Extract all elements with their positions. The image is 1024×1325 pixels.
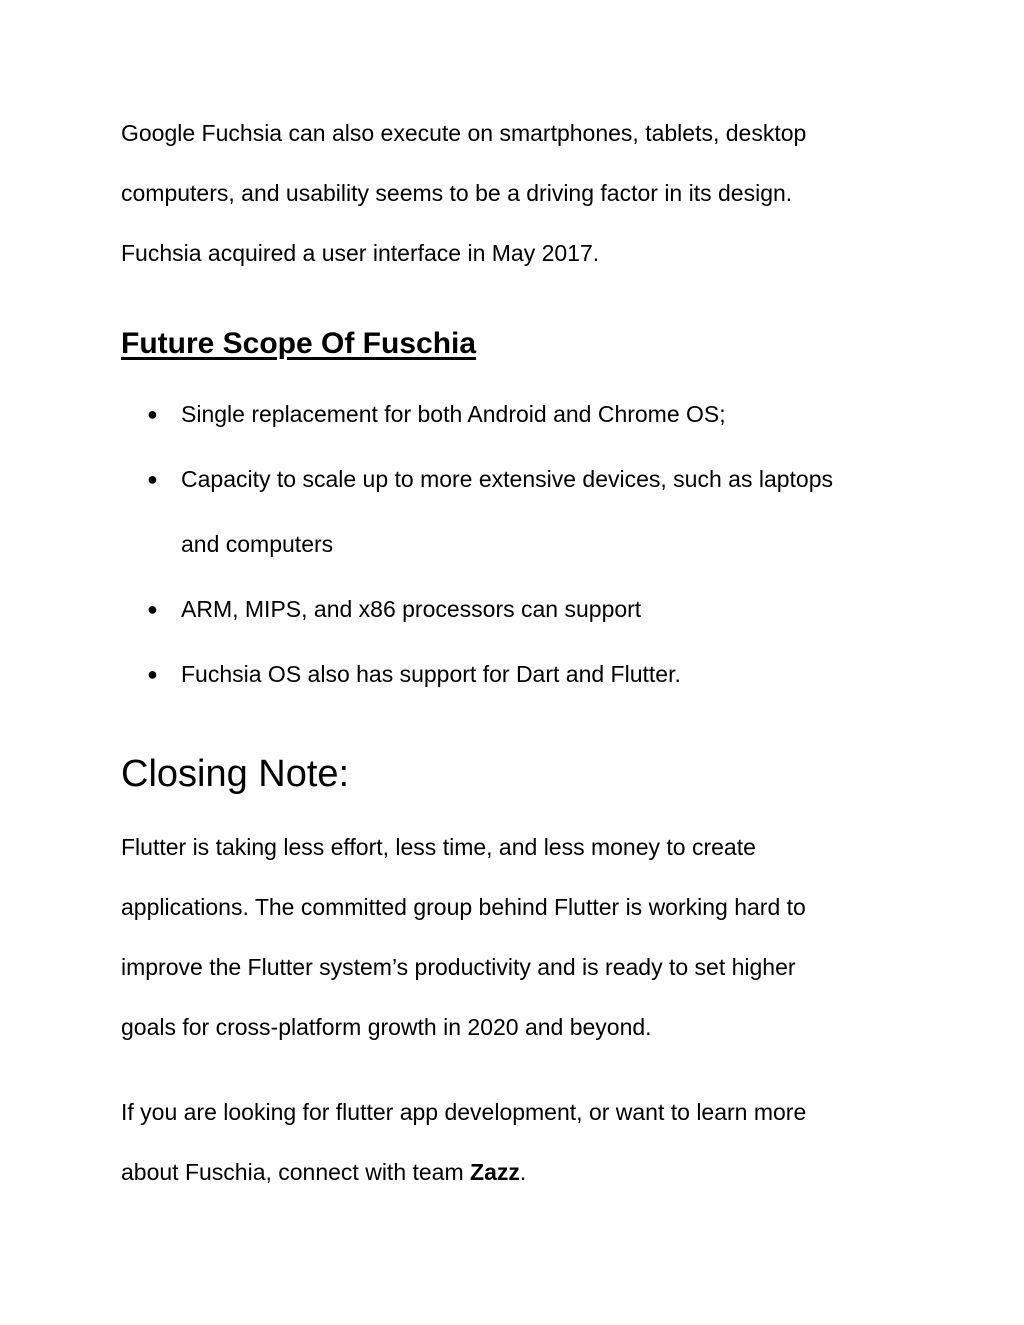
list-item — [121, 642, 921, 707]
list-item-text: Single replacement for both Android and Chrome OS; — [181, 401, 726, 427]
bullet-icon: ● — [147, 664, 158, 684]
list-item-text: ARM, MIPS, and x86 processors can support — [181, 596, 642, 622]
future-scope-section — [121, 324, 911, 364]
future-scope-list — [121, 382, 921, 707]
intro-line: Fuchsia acquired a user interface in May 2017. — [121, 240, 600, 266]
future-scope-list-container — [121, 382, 921, 707]
intro-paragraph — [121, 103, 911, 283]
closing-line-prefix: about Fuschia, connect with team — [121, 1159, 471, 1185]
closing-line: If you are looking for flutter app development, or want to learn more — [121, 1099, 807, 1125]
closing-line: goals for cross-platform growth in 2020 and beyond. — [121, 1014, 652, 1040]
closing-paragraph-2 — [121, 1082, 911, 1202]
closing-line-suffix: . — [519, 1159, 527, 1185]
intro-line: Google Fuchsia can also execute on smartphones, tablets, desktop — [121, 120, 807, 146]
list-item-text: Fuchsia OS also has support for Dart and Flutter. — [181, 661, 681, 687]
closing-line: Flutter is taking less effort, less time, and less money to create — [121, 834, 756, 860]
closing-heading: Closing Note: — [121, 753, 350, 795]
closing-line-with-link — [121, 1142, 911, 1202]
closing-section — [121, 750, 911, 798]
list-item-text: Capacity to scale up to more extensive devices, such as laptops — [181, 466, 834, 492]
list-item — [121, 577, 921, 642]
list-item — [121, 382, 921, 447]
bullet-icon: ● — [147, 599, 158, 619]
future-scope-heading: Future Scope Of Fuschia — [121, 327, 477, 360]
team-name: Zazz — [470, 1159, 520, 1185]
list-item — [121, 447, 921, 577]
closing-line: applications. The committed group behind Flutter is working hard to — [121, 894, 806, 920]
bullet-icon: ● — [147, 469, 158, 489]
closing-paragraph-1 — [121, 817, 911, 1057]
closing-line: improve the Flutter system’s productivity and is ready to set higher — [121, 954, 796, 980]
list-item-text-continued: and computers — [181, 531, 334, 557]
intro-line: computers, and usability seems to be a driving factor in its design. — [121, 180, 793, 206]
bullet-icon: ● — [147, 404, 158, 424]
